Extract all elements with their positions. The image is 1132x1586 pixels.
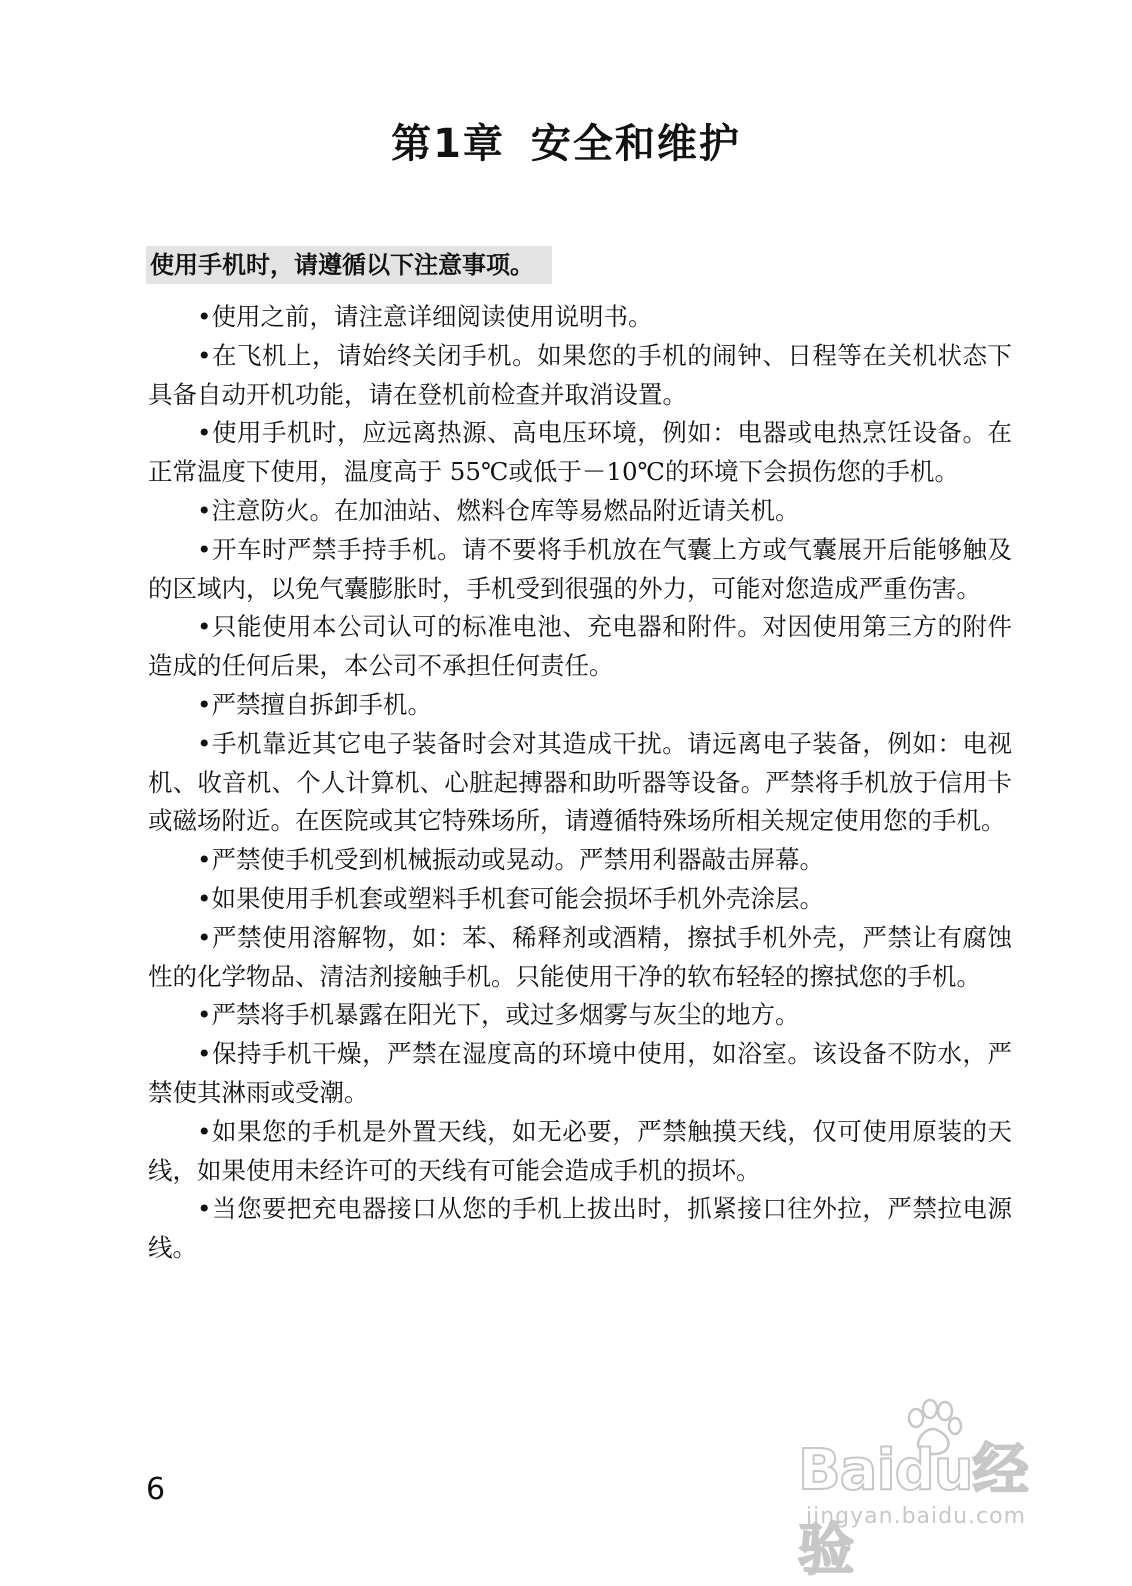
list-item: •只能使用本公司认可的标准电池、充电器和附件。对因使用第三方的附件造成的任何后果，本公司不承担任何责任。: [148, 612, 1012, 681]
baidu-jingyan-watermark: [798, 1396, 1058, 1583]
list-item: •使用手机时，应远离热源、高电压环境，例如：电器或电热烹饪设备。在正常温度下使用，温度高于 55℃或低于－10℃的环境下会损伤您的手机。: [148, 418, 1012, 487]
list-item: •使用之前，请注意详细阅读使用说明书。: [197, 302, 653, 331]
list-item: •如果使用手机套或塑料手机套可能会损坏手机外壳涂层。: [197, 883, 824, 913]
list-item: •严禁使用溶解物，如：苯、稀释剂或酒精，擦拭手机外壳，严禁让有腐蚀性的化学物品、清洁剂接触手机。只能使用干净的软布轻轻的擦拭您的手机。: [148, 922, 1012, 991]
list-item: •严禁将手机暴露在阳光下，或过多烟雾与灰尘的地方。: [197, 1000, 800, 1030]
watermark-logo-text: Baidu经验: [798, 1438, 1028, 1583]
list-item: •注意防火。在加油站、燃料仓库等易燃品附近请关机。: [197, 495, 800, 525]
list-item: •如果您的手机是外置天线，如无必要，严禁触摸天线，仅可使用原装的天线，如果使用未经许可的天线有可能会造成手机的损坏。: [148, 1116, 1012, 1185]
list-item: •当您要把充电器接口从您的手机上拔出时，抓紧接口往外拉，严禁拉电源线。: [148, 1194, 1012, 1263]
section-heading: 使用手机时，请遵循以下注意事项。: [146, 246, 552, 284]
safety-notes-list: [148, 298, 1012, 1268]
watermark-url: jingyan.baidu.com: [806, 1504, 1027, 1529]
list-item: •严禁擅自拆卸手机。: [197, 689, 432, 719]
list-item: •严禁使手机受到机械振动或晃动。严禁用利器敲击屏幕。: [197, 845, 824, 875]
list-item: •保持手机干燥，严禁在湿度高的环境中使用，如浴室。该设备不防水，严禁使其淋雨或受潮。: [148, 1039, 1012, 1107]
page-number: 6: [146, 1472, 166, 1507]
list-item: •开车时严禁手持手机。请不要将手机放在气囊上方或气囊展开后能够触及的区域内，以免气囊膨胀时，手机受到很强的外力，可能对您造成严重伤害。: [148, 534, 1012, 603]
chapter-number: 第1章: [391, 121, 505, 167]
chapter-name: 安全和维护: [530, 121, 741, 167]
list-item: •在飞机上，请始终关闭手机。如果您的手机的闹钟、日程等在关机状态下具备自动开机功能，请在登机前检查并取消设置。: [148, 340, 1012, 409]
chapter-title: [0, 112, 1132, 169]
list-item: •手机靠近其它电子装备时会对其造成干扰。请远离电子装备，例如：电视机、收音机、个人计算机、心脏起搏器和助听器等设备。严禁将手机放于信用卡或磁场附近。在医院或其它特殊场所，请遵循特殊场所相关规定使用您的手机。: [148, 728, 1012, 836]
